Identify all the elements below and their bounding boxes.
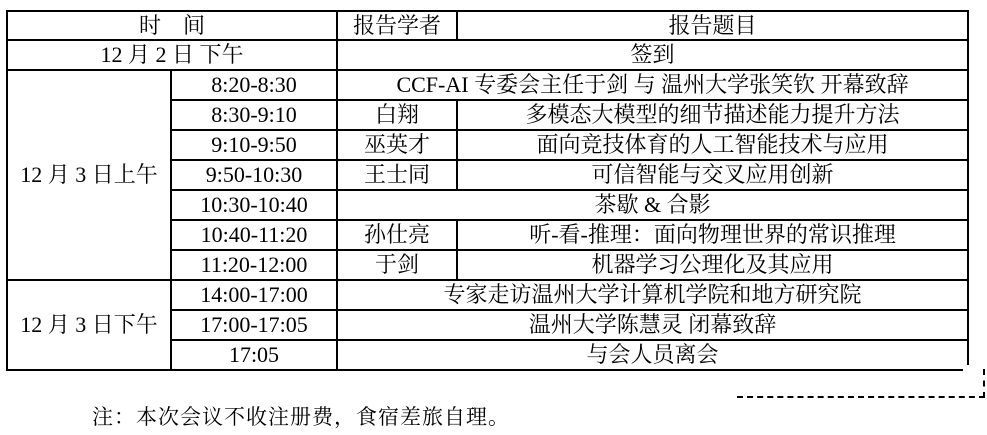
cell-time: 8:30-9:10 (171, 100, 337, 130)
schedule-table (6, 10, 969, 371)
cell-title: 茶歇 & 合影 (337, 190, 968, 220)
cell-time: 14:00-17:00 (171, 280, 337, 310)
cell-speaker: 白翔 (337, 100, 457, 130)
cell-date-dec3-am: 12 月 3 日上午 (7, 70, 171, 280)
row-pm-0 (7, 280, 968, 310)
cell-time: 11:20-12:00 (171, 250, 337, 280)
cell-date-dec3-pm: 12 月 3 日下午 (7, 280, 171, 370)
footnote: 注：本次会议不收注册费，食宿差旅自理。 (92, 405, 510, 429)
cell-time: 17:05 (171, 340, 337, 370)
cell-time: 9:10-9:50 (171, 130, 337, 160)
cell-speaker: 孙仕亮 (337, 220, 457, 250)
cell-title: 专家走访温州大学计算机学院和地方研究院 (337, 280, 968, 310)
cell-time: 17:00-17:05 (171, 310, 337, 340)
header-cell-title: 报告题目 (457, 11, 968, 40)
cell-time: 10:40-11:20 (171, 220, 337, 250)
cell-title: CCF-AI 专委会主任于剑 与 温州大学张笑钦 开幕致辞 (337, 70, 968, 100)
cell-event-dec2: 签到 (337, 40, 968, 70)
header-row (7, 11, 968, 40)
cell-title: 温州大学陈慧灵 闭幕致辞 (337, 310, 968, 340)
cell-time: 8:20-8:30 (171, 70, 337, 100)
header-cell-speaker: 报告学者 (337, 11, 457, 40)
cell-title: 机器学习公理化及其应用 (457, 250, 968, 280)
cell-title: 多模态大模型的细节描述能力提升方法 (457, 100, 968, 130)
dashed-border-vertical (983, 369, 985, 398)
cell-date-dec2: 12 月 2 日 下午 (7, 40, 337, 70)
cell-speaker: 王士同 (337, 160, 457, 190)
row-am-0 (7, 70, 968, 100)
cell-title: 面向竞技体育的人工智能技术与应用 (457, 130, 968, 160)
cell-time: 10:30-10:40 (171, 190, 337, 220)
border-mask-right (963, 365, 975, 391)
cell-title: 与会人员离会 (337, 340, 968, 370)
cell-time: 9:50-10:30 (171, 160, 337, 190)
cell-title: 听-看-推理：面向物理世界的常识推理 (457, 220, 968, 250)
header-cell-time: 时 间 (7, 11, 337, 40)
cell-title: 可信智能与交叉应用创新 (457, 160, 968, 190)
row-dec2 (7, 40, 968, 70)
dashed-border-horizontal (737, 396, 985, 398)
cell-speaker: 巫英才 (337, 130, 457, 160)
cell-speaker: 于剑 (337, 250, 457, 280)
